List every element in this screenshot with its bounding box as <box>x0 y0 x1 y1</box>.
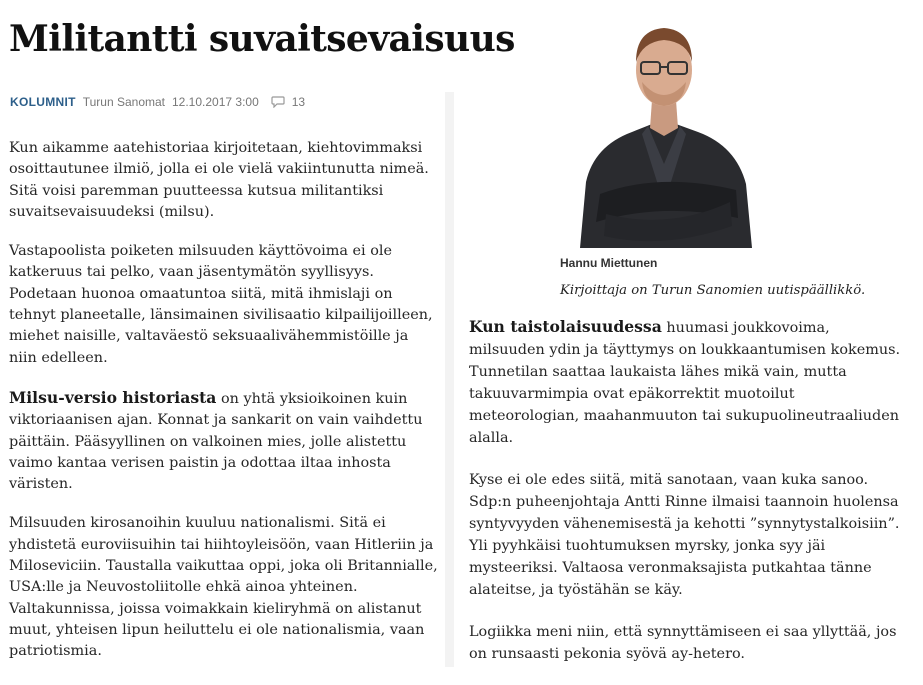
section-link[interactable]: KOLUMNIT <box>10 95 76 109</box>
publish-datetime: 12.10.2017 3:00 <box>172 95 259 109</box>
article-meta <box>10 94 305 110</box>
paragraph: Kun aikamme aatehistoriaa kirjoitetaan, kiehtovimmaksi osoittautunee ilmiö, jolla ei ole vielä vakiintunutta nimeä. Sitä voisi paremman puutteessa kutsua militantiksi suvaitsevaisuudeksi (milsu). <box>9 140 429 220</box>
comment-count[interactable]: 13 <box>291 95 306 109</box>
paragraph-lead: Kun taistolaisuudessa <box>469 317 662 336</box>
paragraph-lead: Milsu-versio historiasta <box>9 387 217 407</box>
article-body-left <box>9 138 439 681</box>
paragraph: Milsuuden kirosanoihin kuuluu nationalismi. Sitä ei yhdistetä euroviisuihin tai hiihtoyleisöön, vaan Hitleriin ja Miloseviciin. Taustalla vaikuttaa oppi, joka oli Britannialle, USA:lle ja Neuvostoliitolle ehkä ainoa yhteinen. Valtakunnissa, joissa voimakkain kieliryhmä on alistanut muut, yhteisen lipun heiluttelu ei ole nationalismia, vaan patriotismia. <box>9 515 438 660</box>
author-portrait <box>560 4 768 248</box>
paragraph-text: on yhtä yksioikoinen kuin viktoriaanisen ajan. Konnat ja sankarit on vain vaihdettu päittäin. Pääsyyllinen on valkoinen mies, jolle alistettu vaimo kantaa verisen paistin ja odottaa iltaa inhosta väristen. <box>9 390 423 493</box>
author-name: Hannu Miettunen <box>560 256 658 270</box>
source-name: Turun Sanomat <box>82 95 165 109</box>
paragraph: Kyse ei ole edes siitä, mitä sanotaan, vaan kuka sanoo. Sdp:n puheenjohtaja Antti Rinne ilmaisi taannoin huolensa syntyvyyden vähenemisestä ja kehotti ”synnytystalkoisiin”. Yli pyyhkäisi tuohtumuksen myrsky, jonka syy jäi mysteeriksi. Valtaosa veronmaksajista putkahtaa tänne alateitse, ja työstähän se käy. <box>469 472 900 598</box>
article-title: Militantti suvaitsevaisuus <box>9 18 515 60</box>
author-bio: Kirjoittaja on Turun Sanomien uutispäällikkö. <box>560 283 866 298</box>
paragraph: Logiikka meni niin, että synnyttämiseen ei saa yllyttää, jos on runsaasti pekonia syövä ay-hetero. <box>469 624 897 662</box>
column-divider <box>445 92 454 667</box>
paragraph-text: huumasi joukkovoima, milsuuden ydin ja täyttymys on loukkaantumisen kokemus. Tunnetilan saattaa laukaista lähes mikä vain, mutta takuuvarmimpia ovat epäkorrektit muotoilut meteorologian, maahanmuuton tai sukupuolineutraaliuden alalla. <box>469 320 901 446</box>
paragraph: Vastapoolista poiketen milsuuden käyttövoima ei ole katkeruus tai pelko, vaan jäsentymätön syyllisyys. Podetaan huonoa omaatuntoa siitä, mitä ihmislaji on tehnyt planeetalle, länsimainen sivilisaatio kilpailijoilleen, miehet naisille, valtaväestö seksuaalivähemmistöille ja niin edelleen. <box>9 243 433 366</box>
article-body-right <box>469 316 909 685</box>
paragraph <box>469 316 909 449</box>
paragraph <box>9 387 439 495</box>
speech-bubble-icon[interactable] <box>271 96 285 108</box>
